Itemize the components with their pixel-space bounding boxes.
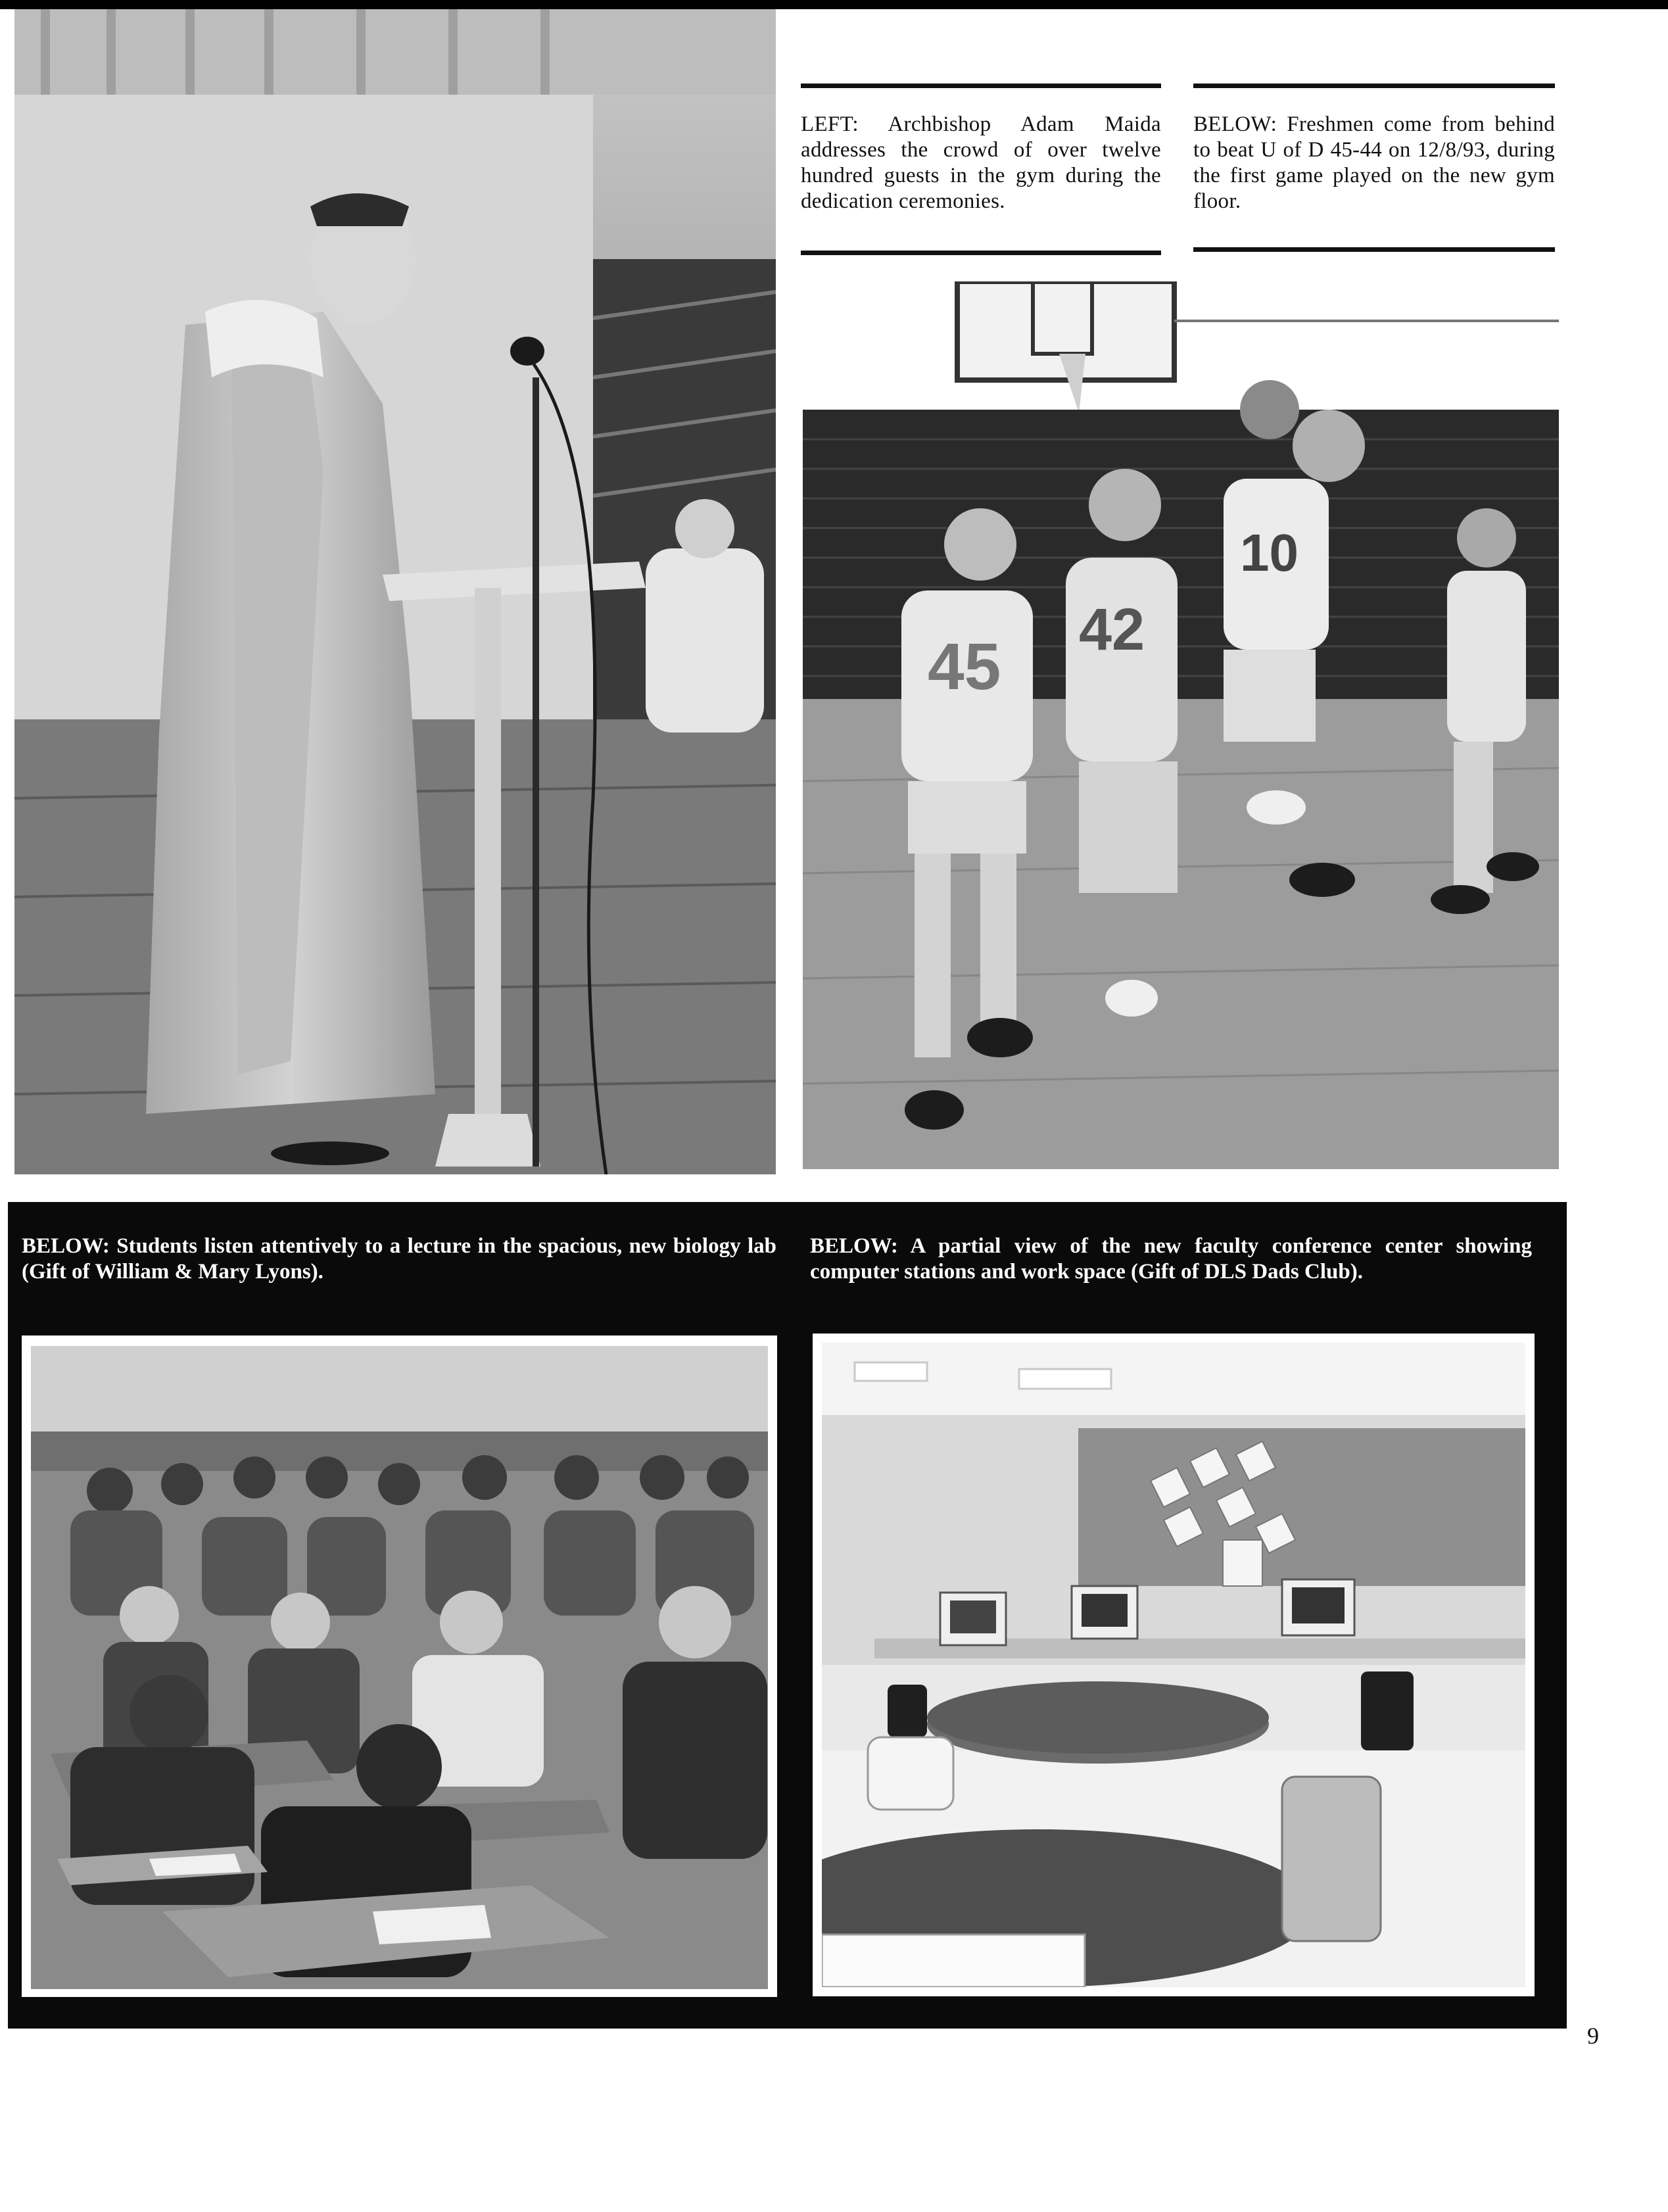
faculty-conference-photo <box>822 1343 1525 1987</box>
caption-biology-lab: BELOW: Students listen attentively to a lecture in the spacious, new biology lab (Gift of William & Mary Lyons). <box>22 1234 776 1284</box>
caption-rule-bottom-left <box>801 251 1161 255</box>
jersey-45: 45 <box>928 630 1001 704</box>
caption-freshmen: BELOW: Freshmen come from behind to beat U of D 45-44 on 12/8/93, during the first game played on the new gym floor. <box>1193 112 1555 213</box>
caption-rule-bottom-right <box>1193 247 1555 252</box>
caption-archbishop: LEFT: Archbishop Adam Maida addresses the crowd of over twelve hundred guests in the gym during the dedication ceremonies. <box>801 112 1161 213</box>
page-number: 9 <box>1587 2023 1599 2049</box>
caption-rule-top-left <box>801 84 1161 88</box>
jersey-42: 42 <box>1079 597 1145 663</box>
caption-rule-top-right <box>1193 84 1555 88</box>
jersey-10: 10 <box>1240 523 1299 582</box>
biology-lab-photo <box>31 1346 768 1989</box>
caption-faculty-center: BELOW: A partial view of the new faculty conference center showing computer stations and work space (Gift of DLS Dads Club). <box>810 1234 1532 1284</box>
archbishop-photo <box>14 9 776 1174</box>
top-border <box>0 0 1668 9</box>
basketball-photo <box>803 281 1559 1169</box>
